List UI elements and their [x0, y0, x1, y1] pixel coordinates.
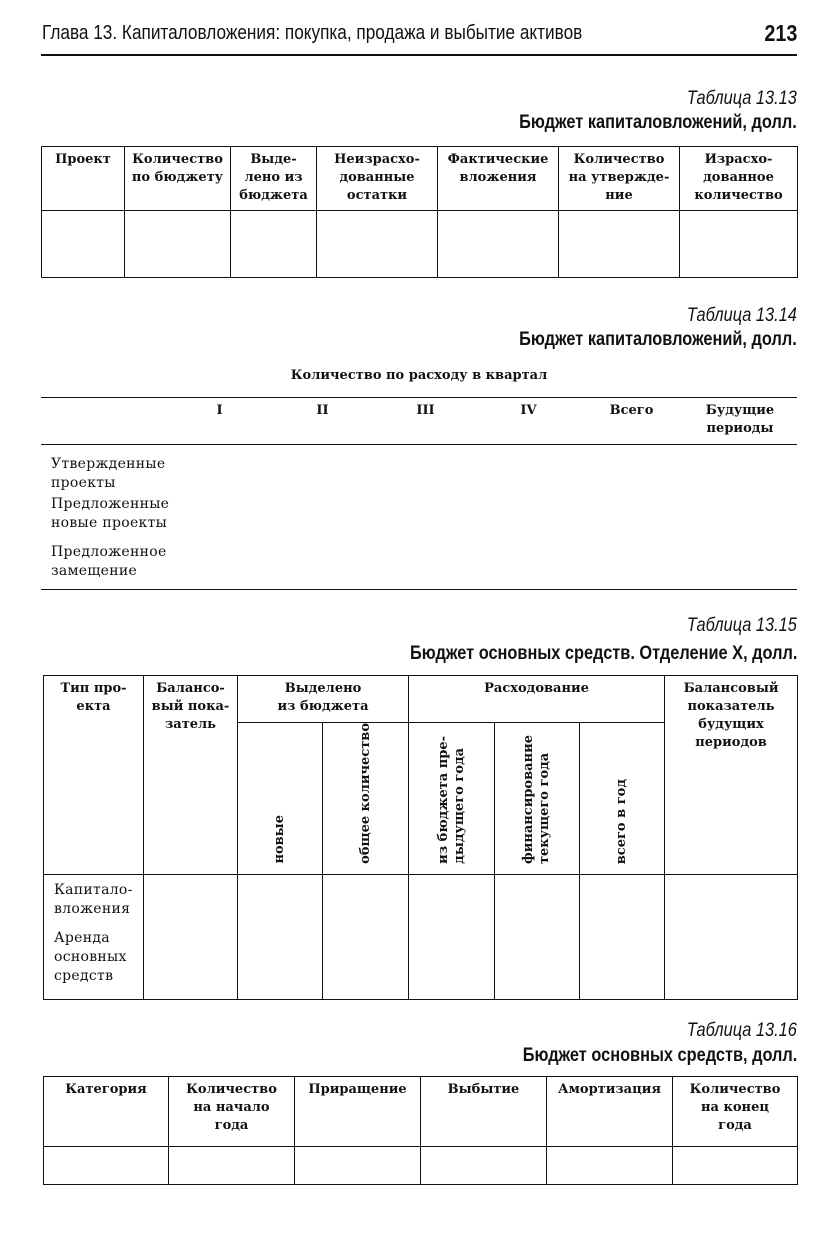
- col-q1: I: [168, 398, 271, 445]
- col-spent-amount: Израсхо- дованное количество: [680, 147, 798, 211]
- col-row-label: [41, 398, 168, 445]
- col-disposal: Выбытие: [421, 1077, 547, 1147]
- col-q4: IV: [477, 398, 580, 445]
- col-group-spending: Расходование: [409, 676, 665, 723]
- row-label-fixed-asset-lease: Аренда основных средств: [54, 929, 127, 984]
- table-cell: [125, 211, 231, 278]
- col-q3: III: [374, 398, 477, 445]
- table-cell: [438, 211, 559, 278]
- page-number: 213: [763, 20, 797, 46]
- subcol-new: новые: [238, 723, 323, 875]
- chapter-title: Глава 13. Капиталовложения: покупка, продажа и выбытие активов: [42, 22, 583, 44]
- table-cell: [317, 211, 438, 278]
- row-labels: [44, 874, 144, 999]
- table-row: [41, 541, 797, 589]
- table-row: [41, 493, 797, 541]
- table-row: [41, 445, 797, 494]
- table-13-15: [43, 675, 798, 1000]
- col-total: Всего: [580, 398, 683, 445]
- col-amount-for-approval: Количество на утвержде- ние: [559, 147, 680, 211]
- subcol-current-year-financing: финансирование текущего года: [495, 723, 580, 875]
- table-cell: [680, 211, 798, 278]
- table-13-16-title: Бюджет основных средств, долл.: [522, 1045, 797, 1066]
- row-label-proposed-replacement: Предложенное замещение: [41, 541, 168, 589]
- header-rule: [41, 54, 797, 56]
- table-cell: [547, 1147, 673, 1185]
- subcol-prev-year-budget: из бюджета пре- дыдущего года: [409, 723, 495, 875]
- col-amount-end-year: Количество на конец года: [673, 1077, 798, 1147]
- col-future-periods: Будущие периоды: [683, 398, 797, 445]
- table-cell: [231, 211, 317, 278]
- table-cell: [559, 211, 680, 278]
- table-cell: [169, 1147, 295, 1185]
- table-cell: [44, 1147, 169, 1185]
- table-cell: [295, 1147, 421, 1185]
- col-category: Категория: [44, 1077, 169, 1147]
- subcol-total-per-year: всего в год: [580, 723, 665, 875]
- table-cell: [421, 1147, 547, 1185]
- subcol-total-amount: общее количество: [323, 723, 409, 875]
- row-label-approved-projects: Утвержденные проекты: [51, 456, 166, 491]
- col-increase: Приращение: [295, 1077, 421, 1147]
- table-13-14-title: Бюджет капиталовложений, долл.: [519, 329, 797, 350]
- col-unspent-balance: Неизрасхо- дованные остатки: [317, 147, 438, 211]
- col-balance-indicator: Балансо- вый пока- затель: [144, 676, 238, 875]
- col-future-balance: Балансовый показатель будущих периодов: [665, 676, 798, 875]
- table-13-16: [43, 1076, 798, 1185]
- col-budget-amount: Количество по бюджету: [125, 147, 231, 211]
- col-amount-start-year: Количество на начало года: [169, 1077, 295, 1147]
- table-13-16-number: Таблица 13.16: [687, 1020, 797, 1041]
- table-13-14-number: Таблица 13.14: [687, 305, 797, 326]
- table-cell: [673, 1147, 798, 1185]
- table-13-15-number: Таблица 13.15: [687, 615, 797, 636]
- col-q2: II: [271, 398, 374, 445]
- col-group-allocated: Выделено из бюджета: [238, 676, 409, 723]
- col-project-type: Тип про- екта: [44, 676, 144, 875]
- table-13-15-title: Бюджет основных средств. Отделение X, долл.: [409, 643, 797, 664]
- table-13-13: [41, 146, 798, 278]
- table-row: [44, 874, 798, 999]
- col-allocated: Выде- лено из бюджета: [231, 147, 317, 211]
- table-cell: [42, 211, 125, 278]
- row-label-capital-investment: Капитало- вложения: [54, 881, 133, 917]
- table-13-13-number: Таблица 13.13: [687, 88, 797, 109]
- table-row: [42, 211, 798, 278]
- col-actual-investment: Фактические вложения: [438, 147, 559, 211]
- table-13-13-title: Бюджет капиталовложений, долл.: [519, 112, 797, 133]
- col-depreciation: Амортизация: [547, 1077, 673, 1147]
- row-label-proposed-new-projects: Предложенные новые проекты: [51, 496, 170, 531]
- table-13-14: [41, 397, 797, 590]
- col-project: Проект: [42, 147, 125, 211]
- table-row: [44, 1147, 798, 1185]
- table-13-14-subheading: Количество по расходу в квартал: [290, 368, 548, 383]
